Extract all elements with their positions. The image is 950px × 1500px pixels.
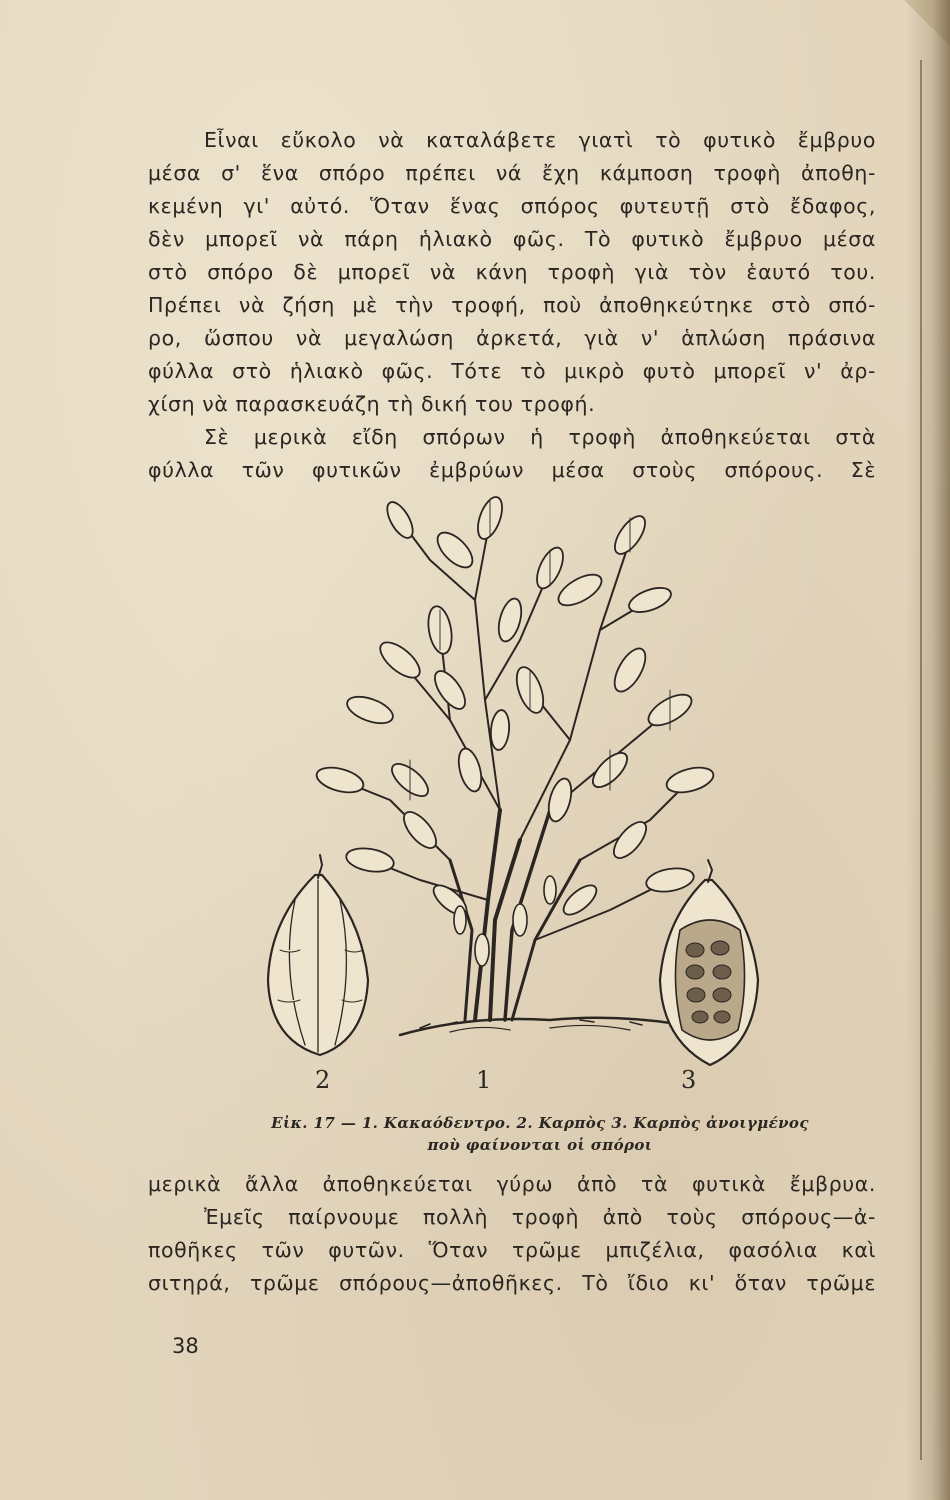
body-text-top [148, 124, 876, 487]
text-line: φύλλα στὸ ἡλιακὸ φῶς. Τότε τὸ μικρὸ φυτὸ μπορεῖ ν' ἀρ- [148, 359, 876, 383]
text-line: χίση νὰ παρασκευάζη τὴ δική του τροφή. [148, 392, 596, 416]
page-edge-line [920, 60, 922, 1460]
figure-caption [200, 1112, 880, 1156]
text-line: ποθῆκες τῶν φυτῶν. Ὅταν τρῶμε μπιζέλια, φασόλια καὶ [148, 1238, 876, 1262]
body-text-bottom [148, 1168, 876, 1300]
cacao-drawing [250, 480, 870, 1080]
text-line: φύλλα τῶν φυτικῶν ἐμβρύων μέσα στοὺς σπόρους. Σὲ [148, 458, 876, 482]
fruit-pod-closed [268, 855, 368, 1055]
text-line: ρο, ὥσπου νὰ μεγαλώση ἀρκετά, γιὰ ν' ἁπλώση πράσινα [148, 326, 876, 350]
page-edge-shadow [906, 0, 950, 1500]
text-line: σιτηρά, τρῶμε σπόρους—ἀποθῆκες. Τὸ ἴδιο κι' ὅταν τρῶμε [148, 1271, 876, 1295]
text-line: δὲν μπορεῖ νὰ πάρη ἡλιακὸ φῶς. Τὸ φυτικὸ ἔμβρυο μέσα [148, 227, 876, 251]
figure-label-tree: 1 [476, 1066, 492, 1094]
text-line: Ἐμεῖς παίρνουμε πολλὴ τροφὴ ἀπὸ τοὺς σπόρους—ἀ- [204, 1205, 876, 1229]
figure-label-fruit-open: 3 [681, 1066, 697, 1094]
caption-line: ποὺ φαίνονται οἱ σπόροι [427, 1136, 653, 1154]
text-line: μέσα σ' ἕνα σπόρο πρέπει νά ἔχη κάμποση τροφὴ ἀποθη- [148, 161, 876, 185]
branches [340, 520, 690, 940]
text-line: στὸ σπόρο δὲ μπορεῖ νὰ κάνη τροφὴ γιὰ τὸν ἑαυτό του. [148, 260, 876, 284]
text-line: Σὲ μερικὰ εἴδη σπόρων ἡ τροφὴ ἀποθηκεύεται στὰ [204, 425, 876, 449]
text-line: Εἶναι εὔκολο νὰ καταλάβετε γιατὶ τὸ φυτικὸ ἔμβρυο [204, 128, 876, 152]
page-number: 38 [172, 1334, 199, 1358]
text-line: κεμένη γι' αὐτό. Ὅταν ἕνας σπόρος φυτευτῇ στὸ ἔδαφος, [148, 194, 876, 218]
text-line: Πρέπει νὰ ζήση μὲ τὴν τροφή, ποὺ ἀποθηκεύτηκε στὸ σπό- [148, 293, 876, 317]
cacao-tree-illustration [250, 480, 870, 1080]
text-line: μερικὰ ἄλλα ἀποθηκεύεται γύρω ἀπὸ τὰ φυτικὰ ἔμβρυα. [148, 1172, 876, 1196]
caption-line: Εἰκ. 17 — 1. Κακαόδεντρο. 2. Καρπὸς 3. Καρπὸς ἀνοιγμένος [271, 1114, 809, 1132]
figure-label-fruit-closed: 2 [315, 1066, 331, 1094]
